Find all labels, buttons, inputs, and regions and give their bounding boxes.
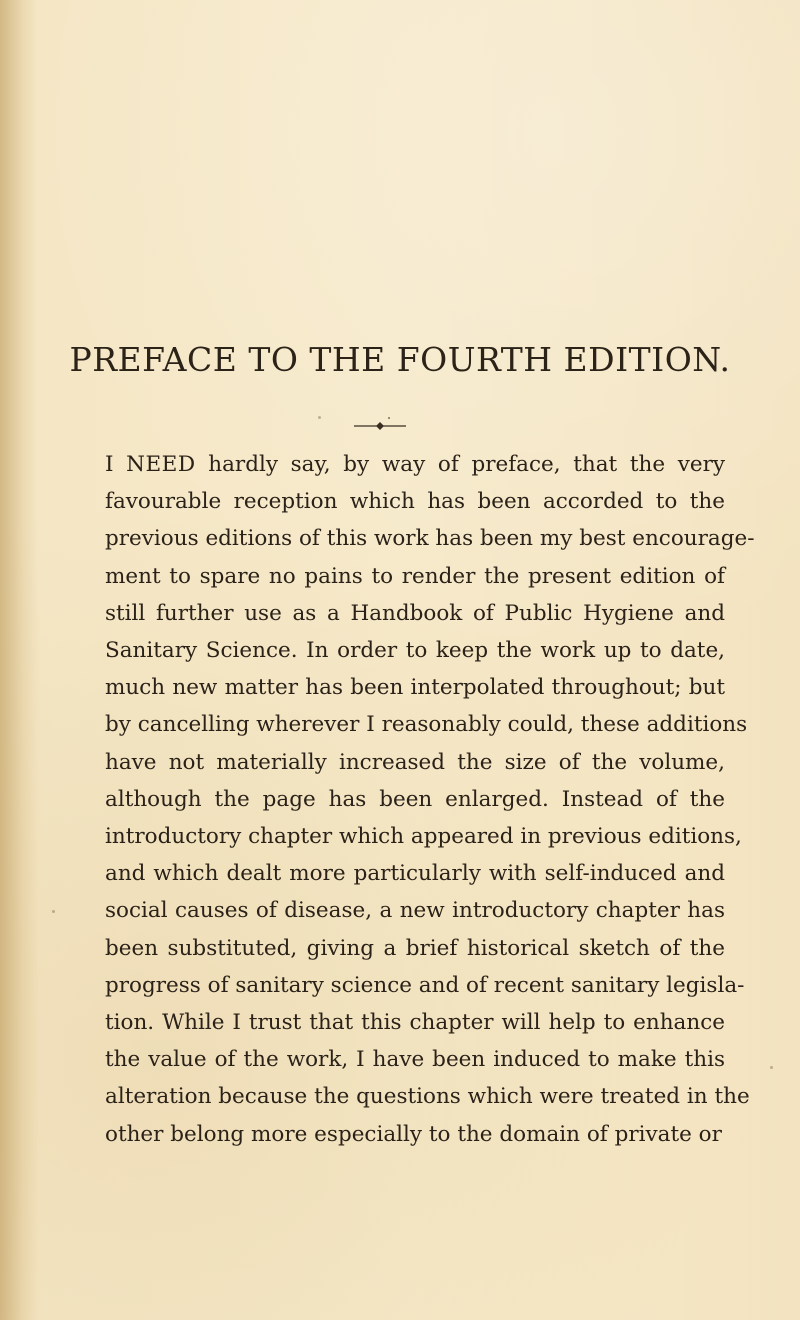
diamond-rule-ornament-icon: [350, 414, 410, 438]
text-line: progress of sanitary science and of recent sanitary legisla-: [105, 972, 745, 998]
page-binding-shadow: [0, 0, 38, 1320]
text-line: have not materially increased the size of the volume,: [105, 749, 725, 775]
preface-body: [105, 446, 755, 1153]
text-line: previous editions of this work has been my best encourage-: [105, 526, 755, 552]
paper-speck: [770, 1066, 773, 1069]
text-line-rest: hardly say, by way of preface, that the very: [195, 452, 725, 477]
text-line: and which dealt more particularly with self-induced and: [105, 861, 725, 887]
text-line: other belong more especially to the domain of private or: [105, 1121, 722, 1147]
text-line: alteration because the questions which were treated in the: [105, 1084, 750, 1110]
paper-speck: [318, 416, 321, 419]
text-line-start: I: [105, 452, 127, 477]
paper-speck: [52, 910, 55, 913]
text-line: by cancelling wherever I reasonably could, these additions: [105, 712, 748, 738]
text-line: although the page has been enlarged. Instead of the: [105, 786, 725, 812]
text-line: much new matter has been interpolated throughout; but: [105, 675, 725, 701]
text-line: ment to spare no pains to render the present edition of: [105, 563, 725, 589]
text-line: Sanitary Science. In order to keep the work up to date,: [105, 638, 725, 664]
page-title: PREFACE TO THE FOURTH EDITION.: [69, 340, 731, 379]
text-line: favourable reception which has been accorded to the: [105, 489, 725, 515]
small-caps-word: NEED: [126, 452, 196, 477]
text-line: [105, 446, 725, 483]
text-line: introductory chapter which appeared in previous editions,: [105, 824, 742, 850]
text-line: the value of the work, I have been induced to make this: [105, 1047, 725, 1073]
text-line: still further use as a Handbook of Public Hygiene and: [105, 600, 725, 626]
text-line: tion. While I trust that this chapter will help to enhance: [105, 1010, 725, 1036]
text-line: been substituted, giving a brief historical sketch of the: [105, 935, 725, 961]
text-line: social causes of disease, a new introductory chapter has: [105, 898, 725, 924]
